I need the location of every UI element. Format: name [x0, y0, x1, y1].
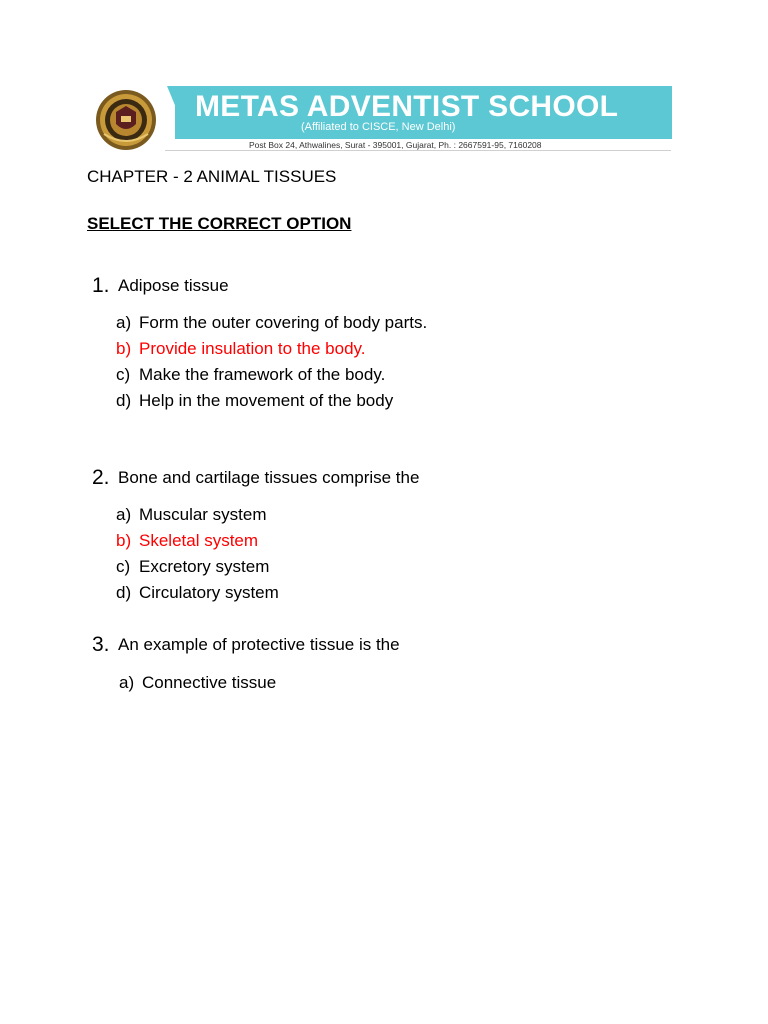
option-text: Muscular system: [139, 505, 267, 524]
option-2b: [116, 532, 258, 549]
question-text: An example of protective tissue is the: [118, 635, 400, 654]
instruction-heading: SELECT THE CORRECT OPTION: [87, 214, 352, 233]
option-1d: [116, 392, 393, 409]
option-text: Provide insulation to the body.: [139, 339, 366, 358]
option-text: Skeletal system: [139, 531, 259, 550]
school-address: Post Box 24, Athwalines, Surat - 395001, Gujarat, Ph. : 2667591-95, 7160208: [249, 140, 542, 150]
option-letter: a): [119, 673, 135, 692]
option-text: Form the outer covering of body parts.: [139, 313, 428, 332]
option-1a: [116, 314, 427, 331]
school-name: METAS ADVENTIST SCHOOL: [195, 90, 619, 123]
letterhead: [91, 84, 673, 154]
option-text: Make the framework of the body.: [139, 365, 386, 384]
question-text: Bone and cartilage tissues comprise the: [118, 468, 420, 487]
option-1b: [116, 340, 366, 357]
option-letter: b): [116, 339, 132, 358]
question-text: Adipose tissue: [118, 276, 229, 295]
option-1c: [116, 366, 385, 383]
option-letter: a): [116, 505, 132, 524]
question-number: 3.: [92, 633, 110, 656]
option-letter: c): [116, 557, 131, 576]
option-text: Circulatory system: [139, 583, 279, 602]
option-letter: d): [116, 583, 132, 602]
option-2a: [116, 506, 267, 523]
question-number: 2.: [92, 466, 110, 489]
option-2d: [116, 584, 279, 601]
option-3a: [119, 674, 276, 691]
school-crest-icon: [94, 88, 158, 152]
option-text: Connective tissue: [142, 673, 277, 692]
affiliation-text: (Affiliated to CISCE, New Delhi): [301, 121, 456, 133]
letterhead-divider: [165, 150, 671, 151]
chapter-title: CHAPTER - 2 ANIMAL TISSUES: [87, 167, 337, 186]
option-text: Excretory system: [139, 557, 270, 576]
option-letter: c): [116, 365, 131, 384]
option-letter: b): [116, 531, 132, 550]
option-2c: [116, 558, 269, 575]
option-text: Help in the movement of the body: [139, 391, 394, 410]
option-letter: d): [116, 391, 132, 410]
option-letter: a): [116, 313, 132, 332]
question-number: 1.: [92, 274, 110, 297]
